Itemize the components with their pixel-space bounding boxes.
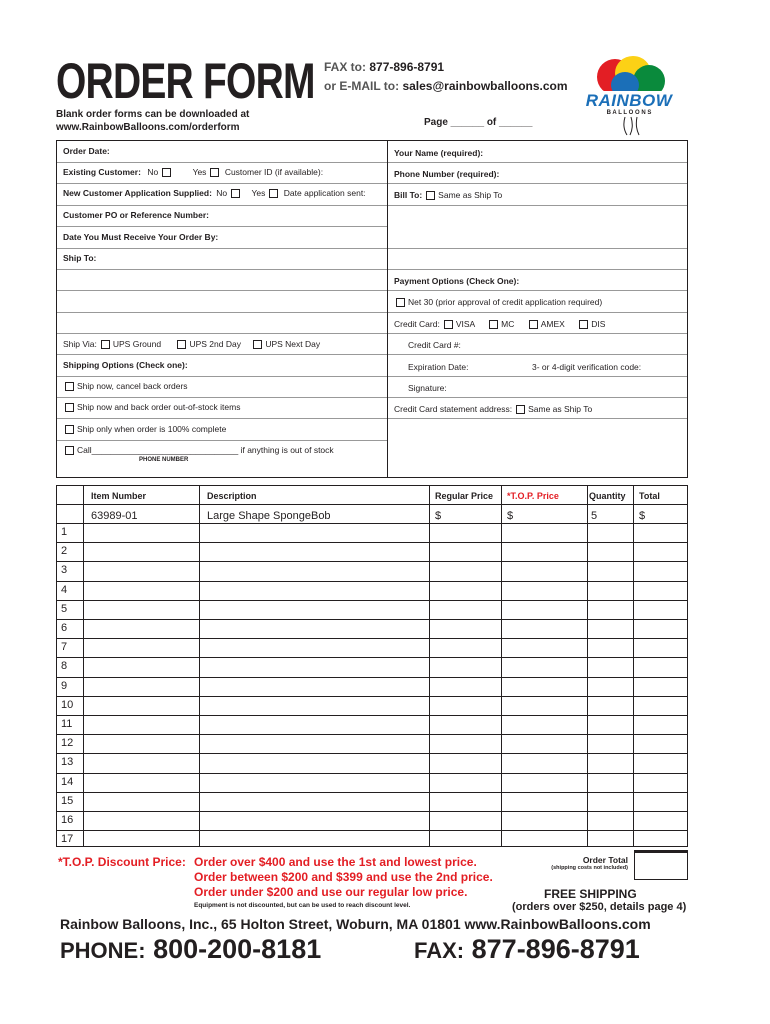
order-total-field[interactable] <box>634 850 688 880</box>
existing-yes-label: Yes <box>192 167 207 177</box>
row-divider <box>57 657 687 658</box>
bill-to-row <box>394 190 502 200</box>
row-number: 14 <box>61 775 74 788</box>
footer-fax-label: FAX: <box>414 938 465 963</box>
ship-option-1 <box>61 381 188 391</box>
net30-row <box>392 297 602 307</box>
blank-forms-line1: Blank order forms can be downloaded at <box>56 109 250 120</box>
existing-yes-checkbox[interactable] <box>210 168 219 177</box>
row-divider <box>57 619 687 620</box>
discount-line-2: Order between $200 and $399 and use the 2nd price. <box>194 870 493 884</box>
opt1-label: Ship now, cancel back orders <box>77 381 188 391</box>
col-item-number: Item Number <box>91 491 147 501</box>
phone-required-label: Phone Number (required): <box>394 169 500 179</box>
opt4-checkbox[interactable] <box>65 446 74 455</box>
row-number: 11 <box>61 718 73 730</box>
row-divider <box>57 600 687 601</box>
ups-ground-checkbox[interactable] <box>101 340 110 349</box>
row1-description[interactable]: Large Shape SpongeBob <box>207 510 331 522</box>
row-number: 15 <box>61 794 74 807</box>
amex-checkbox[interactable] <box>529 320 538 329</box>
row-number: 3 <box>61 564 68 577</box>
verification-label: 3- or 4-digit verification code: <box>532 362 642 372</box>
cc-number-label: Credit Card #: <box>408 340 461 350</box>
discount-label-text: *T.O.P. Discount Price: <box>58 855 186 869</box>
statement-same-checkbox[interactable] <box>516 405 525 414</box>
amex-label: AMEX <box>540 319 565 329</box>
row-divider <box>57 792 687 793</box>
statement-address-row <box>394 404 592 414</box>
credit-card-label: Credit Card: <box>394 319 440 329</box>
order-date-label: Order Date: <box>63 146 110 156</box>
row-number: 8 <box>61 660 68 673</box>
ship-to-label: Ship To: <box>63 253 97 263</box>
footer-fax <box>414 933 640 965</box>
ups-next-label: UPS Next Day <box>265 339 321 349</box>
row-divider <box>57 542 687 543</box>
col-total: Total <box>639 491 660 501</box>
row-divider <box>57 753 687 754</box>
customer-info-box <box>56 140 388 478</box>
visa-label: VISA <box>455 319 475 329</box>
items-table <box>56 485 688 847</box>
expiration-label: Expiration Date: <box>408 362 469 372</box>
row1-quantity[interactable]: 5 <box>591 510 598 522</box>
col-quantity: Quantity <box>589 491 626 501</box>
row1-regular-price[interactable]: $ <box>435 510 442 522</box>
new-customer-label <box>63 188 366 198</box>
row-number: 16 <box>61 814 74 826</box>
ship-option-2 <box>61 402 240 412</box>
shipping-not-included: (shipping costs not included) <box>551 865 628 871</box>
email-label: or E-MAIL to: <box>324 79 400 93</box>
logo-sub: B A L L O O N S <box>606 110 652 116</box>
customer-po-label: Customer PO or Reference Number: <box>63 210 209 220</box>
opt2-checkbox[interactable] <box>65 403 74 412</box>
ship-via-label: Ship Via: <box>63 339 97 349</box>
ups-2nd-checkbox[interactable] <box>177 340 186 349</box>
existing-customer-label <box>63 167 323 177</box>
bill-same-checkbox[interactable] <box>426 191 435 200</box>
dis-checkbox[interactable] <box>579 320 588 329</box>
shipping-options-label: Shipping Options (Check one): <box>63 360 188 370</box>
logo-name: RAINBOW <box>585 91 673 110</box>
ups-2nd-label: UPS 2nd Day <box>189 339 241 349</box>
footer-phone <box>60 933 321 965</box>
new-no-checkbox[interactable] <box>231 189 240 198</box>
row-divider <box>57 715 687 716</box>
bill-to-label: Bill To: <box>394 190 423 200</box>
ups-next-checkbox[interactable] <box>253 340 262 349</box>
existing-no-checkbox[interactable] <box>162 168 171 177</box>
row-divider <box>57 734 687 735</box>
new-yes-checkbox[interactable] <box>269 189 278 198</box>
row-number: 5 <box>61 602 68 615</box>
ship-option-3 <box>61 424 226 434</box>
free-shipping-detail: (orders over $250, details page 4) <box>512 901 687 913</box>
ship-option-4 <box>61 445 334 455</box>
row1-item[interactable]: 63989-01 <box>91 510 138 522</box>
row-divider <box>57 811 687 812</box>
net30-label: Net 30 (prior approval of credit application required) <box>408 297 603 307</box>
fax-label: FAX to: <box>324 60 366 74</box>
opt2-label: Ship now and back order out-of-stock items <box>77 402 241 412</box>
row-number: 17 <box>61 833 74 846</box>
row-divider <box>57 830 687 831</box>
new-yes-label: Yes <box>251 188 266 198</box>
new-no-label: No <box>216 188 228 198</box>
row1-top-price[interactable]: $ <box>507 510 514 522</box>
statement-address-label: Credit Card statement address: <box>394 404 513 414</box>
page-title: ORDER FORM <box>56 53 315 109</box>
row-number: 7 <box>61 641 68 654</box>
email-address[interactable]: sales@rainbowballoons.com <box>402 79 568 93</box>
mc-checkbox[interactable] <box>489 320 498 329</box>
new-customer-text: New Customer Application Supplied: <box>63 188 212 198</box>
opt4-tail-label: if anything is out of stock <box>240 445 334 455</box>
customer-id-label: Customer ID (if available): <box>224 167 324 177</box>
footer-fax-number[interactable]: 877-896-8791 <box>471 934 640 964</box>
fax-number: 877-896-8791 <box>369 60 445 74</box>
row-number: 2 <box>61 545 68 558</box>
visa-checkbox[interactable] <box>444 320 453 329</box>
opt3-checkbox[interactable] <box>65 425 74 434</box>
date-app-label: Date application sent: <box>283 188 366 198</box>
discount-label <box>58 855 186 869</box>
row-number: 12 <box>61 737 74 750</box>
order-total-label: Order Total <box>582 855 628 865</box>
email-line <box>324 79 568 93</box>
statement-same-label: Same as Ship To <box>528 404 593 414</box>
free-shipping: FREE SHIPPING <box>544 887 637 901</box>
phone-number-caption: PHONE NUMBER <box>139 457 189 463</box>
footer-address: Rainbow Balloons, Inc., 65 Holton Street, Woburn, MA 01801 www.RainbowBalloons.com <box>60 916 651 932</box>
billing-info-box <box>387 140 688 478</box>
row-divider <box>57 523 687 524</box>
existing-no-label: No <box>147 167 159 177</box>
discount-line-3: Order under $200 and use our regular low price. <box>194 885 468 899</box>
row-divider <box>57 561 687 562</box>
page-number[interactable]: Page ______ of ______ <box>424 117 533 128</box>
row-number: 4 <box>61 583 68 596</box>
row-divider <box>57 773 687 774</box>
blank-forms-line2[interactable]: www.RainbowBalloons.com/orderform <box>56 122 240 133</box>
row-divider <box>57 677 687 678</box>
mc-label: MC <box>501 319 515 329</box>
opt4-call-label[interactable]: Call_______________________________ <box>77 445 239 455</box>
row-divider <box>57 696 687 697</box>
bill-same-label: Same as Ship To <box>438 190 503 200</box>
col-top-price: *T.O.P. Price <box>507 491 559 501</box>
row-number: 9 <box>61 679 68 692</box>
signature-label: Signature: <box>408 383 447 393</box>
existing-customer-text: Existing Customer: <box>63 167 141 177</box>
footer-phone-number[interactable]: 800-200-8181 <box>153 934 322 964</box>
row-number: 10 <box>61 698 74 711</box>
ups-ground-label: UPS Ground <box>112 339 162 349</box>
row-number: 1 <box>61 526 68 538</box>
dis-label: DIS <box>591 319 606 329</box>
row-divider <box>57 638 687 639</box>
payment-options-label: Payment Options (Check One): <box>394 276 520 286</box>
opt1-checkbox[interactable] <box>65 382 74 391</box>
col-description: Description <box>207 491 257 501</box>
footer-phone-label: PHONE: <box>60 938 146 963</box>
credit-card-row <box>394 319 605 329</box>
ship-via-row <box>63 339 320 349</box>
row-number: 13 <box>61 756 74 769</box>
your-name-label: Your Name (required): <box>394 148 484 158</box>
row-number: 6 <box>61 622 68 634</box>
date-receive-label: Date You Must Receive Your Order By: <box>63 232 219 242</box>
fax-line <box>324 60 444 74</box>
equipment-note: Equipment is not discounted, but can be used to reach discount level. <box>194 902 411 909</box>
net30-checkbox[interactable] <box>396 298 405 307</box>
opt3-label: Ship only when order is 100% complete <box>77 424 227 434</box>
row1-total[interactable]: $ <box>639 510 646 522</box>
rainbow-logo <box>575 55 685 145</box>
discount-line-1: Order over $400 and use the 1st and lowest price. <box>194 855 477 869</box>
col-regular-price: Regular Price <box>435 491 494 501</box>
row-divider <box>57 581 687 582</box>
